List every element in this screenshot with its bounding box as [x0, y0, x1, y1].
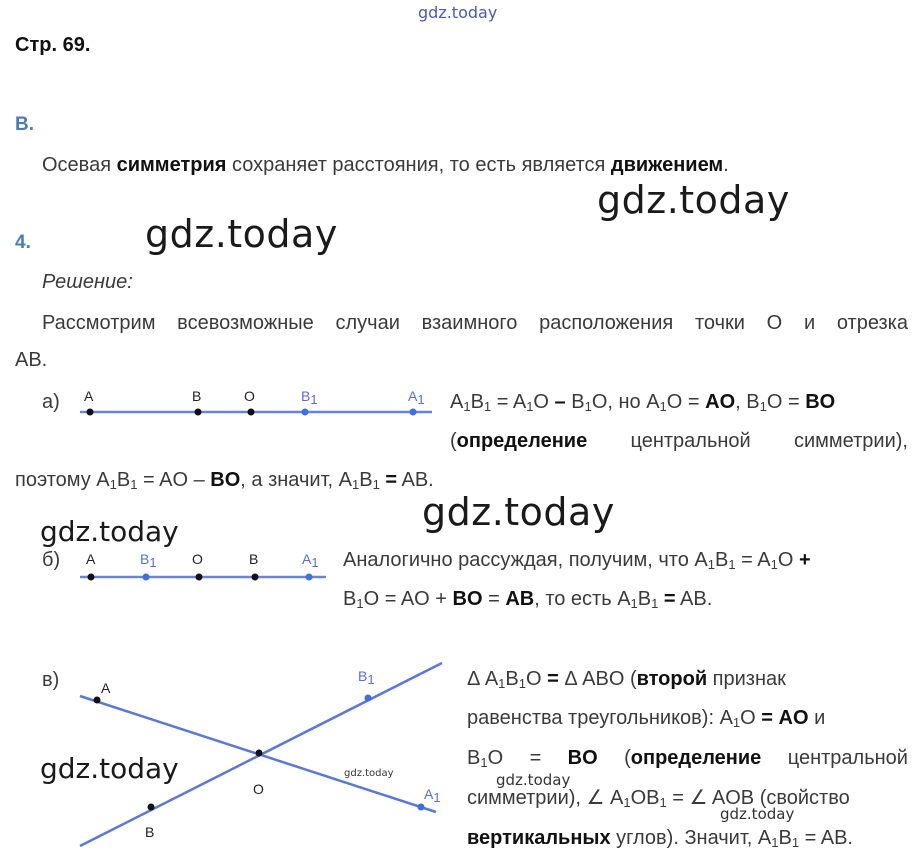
- case-a-marker: а): [42, 391, 60, 413]
- watermark: gdz.today: [422, 490, 615, 534]
- watermark: gdz.today: [597, 178, 790, 222]
- section-label-4: 4.: [15, 232, 31, 253]
- point-b1: [365, 695, 372, 702]
- label-o: O: [192, 551, 203, 567]
- page-title: Стр. 69.: [15, 34, 91, 56]
- case-b-line-1: Аналогично рассуждая, получим, что $A_1B_1 = A_1O$ +: [343, 549, 811, 572]
- watermark: gdz.today: [40, 752, 179, 785]
- case-v-marker: в): [42, 669, 60, 691]
- case-a-line-3: поэтому $A_1B_1$ = AO – BO, а значит, $A_1B_1$ = AB.: [15, 469, 434, 492]
- label-b1: $B_1$: [140, 551, 157, 570]
- watermark-tiny: gdz.today: [344, 768, 394, 779]
- watermark-top: gdz.today: [418, 3, 498, 22]
- case-v-line-1: Δ $A_1B_1O = \Delta$ ABO (второй признак: [467, 668, 786, 691]
- watermark-small: gdz.today: [496, 771, 571, 789]
- section-v-text: Осевая симметрия сохраняет расстояния, то есть является движением.: [42, 154, 729, 176]
- label-o: O: [253, 781, 264, 797]
- section-label-v: В.: [15, 114, 34, 135]
- label-b1: $B_1$: [358, 668, 375, 687]
- intro-line-1: Рассмотрим всевозможные случаи взаимного расположения точки О и отрезка: [42, 312, 908, 334]
- case-a-line-1: $A_1B_1 = A_1O - B_1O$, но $A_1O$ = AO, $B_1O$ = BO: [450, 391, 836, 414]
- label-b: B: [145, 824, 155, 840]
- watermark: gdz.today: [145, 212, 338, 256]
- point-a: [94, 697, 101, 704]
- case-a-line-2: (определение центральной симметрии),: [450, 430, 908, 452]
- point-a1: [418, 804, 425, 811]
- label-b1: $B_1$: [301, 388, 318, 407]
- label-b: B: [249, 551, 259, 567]
- label-a: A: [86, 551, 96, 567]
- watermark-small: gdz.today: [720, 805, 795, 823]
- case-b-line-2: $B_1O$ = AO + BO = AB, то есть $A_1B_1$ = AB.: [343, 588, 713, 611]
- case-b-marker: б): [42, 549, 61, 571]
- intro-line-2: АВ.: [15, 349, 48, 371]
- label-b: B: [192, 388, 202, 404]
- label-a: A: [84, 388, 94, 404]
- solution-label: Решение:: [42, 271, 133, 293]
- label-a1: $A_1$: [408, 388, 425, 407]
- label-a1: $A_1$: [302, 551, 319, 570]
- label-a1: $A_1$: [424, 786, 441, 805]
- watermark: gdz.today: [40, 515, 179, 548]
- case-v-line-2: равенства треугольников): $A_1O$ = AO и: [467, 707, 826, 730]
- case-v-line-4: симметрии), ∠ $A_1OB_1$ = ∠ AOB (свойство: [467, 787, 850, 810]
- label-o: O: [244, 388, 255, 404]
- label-a: A: [101, 680, 111, 696]
- case-v-line-5: вертикальных углов). Значит, $A_1B_1$ = AB.: [467, 827, 853, 850]
- point-o: [256, 750, 263, 757]
- point-b: [148, 804, 155, 811]
- case-v-line-3: $B_1O$ = BO (определение центральной: [467, 747, 908, 770]
